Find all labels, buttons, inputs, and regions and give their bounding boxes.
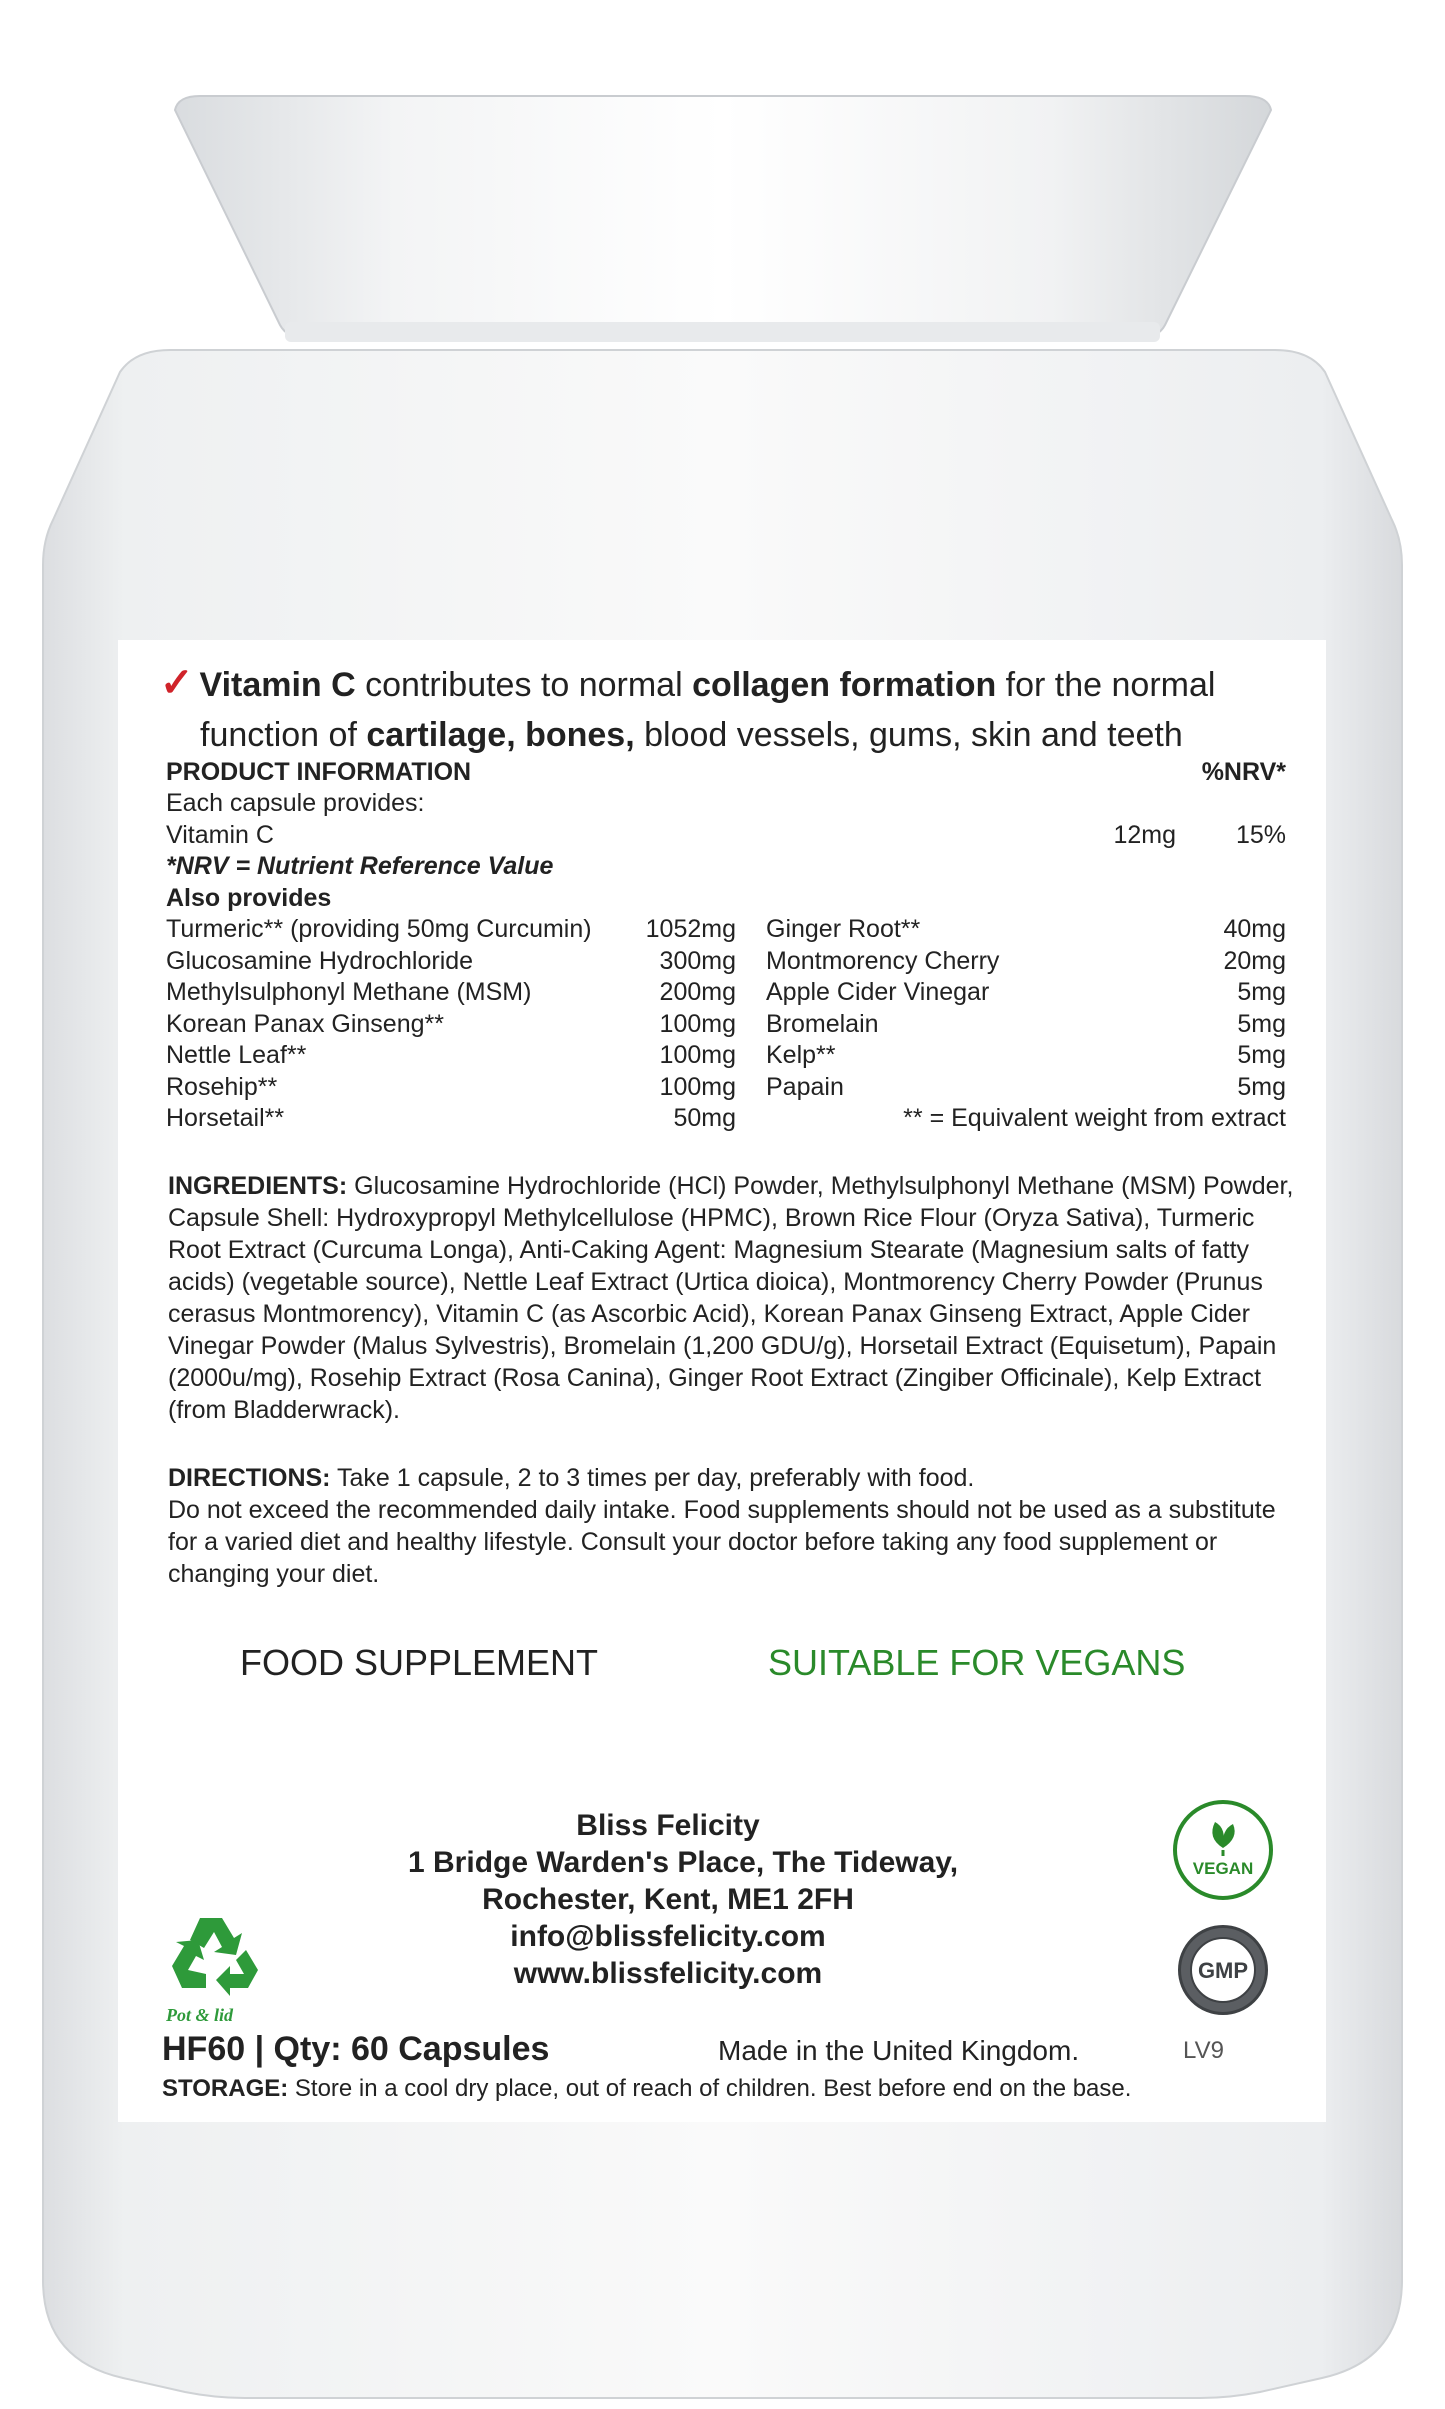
company-address [408,1807,959,1992]
health-claim: ✓ Vitamin C contributes to normal collagen formation for the normal function of cartilage, bones, blood vessels, gums, skin and teeth [160,661,1216,754]
nrv-note: *NRV = Nutrient Reference Value [166,852,554,880]
recycle-caption: Pot & lid [166,2005,233,2025]
directions-paragraph: DIRECTIONS: Take 1 capsule, 2 to 3 times per day, preferably with food. Do not exceed the recommended daily intake. Food supplements should not be used as a substitute for a varied diet and healthy lifestyle. Consult your doctor before taking any food supplement or changing your diet. [168,1462,1298,1590]
company-website: www.blissfelicity.com [513,1957,823,1990]
list-item: Montmorency Cherry 20mg [766,946,1286,975]
check-mark-icon: ✓ [160,661,194,705]
vegan-leaf-icon [1177,1804,1269,1896]
company-name: Bliss Felicity [576,1809,760,1842]
address-line-1: 1 Bridge Warden's Place, The Tideway, [408,1846,959,1879]
version-code: LV9 [1183,2037,1224,2064]
vegan-badge [1173,1800,1273,1900]
also-provides-right-list [766,914,1286,1135]
list-item: Ginger Root** 40mg [766,915,1286,943]
address-line-2: Rochester, Kent, ME1 2FH [482,1883,854,1916]
list-item: Horsetail** 50mg [166,1104,736,1132]
also-provides-left-list [166,914,736,1135]
vitamin-c-amount: 12mg [1113,821,1176,849]
product-label [118,640,1326,2122]
list-item: Turmeric** (providing 50mg Curcumin) 1052mg [166,915,736,943]
product-code: HF60 | Qty: 60 Capsules [162,2030,550,2068]
suitable-for-vegans-text: SUITABLE FOR VEGANS [768,1642,1186,1683]
list-item: Kelp** 5mg [766,1041,1286,1069]
list-item: Korean Panax Ginseng** 100mg [166,1009,736,1038]
food-supplement-text: FOOD SUPPLEMENT [240,1642,599,1683]
extract-note: ** = Equivalent weight from extract [903,1104,1286,1132]
vitamin-c-name: Vitamin C [166,821,274,849]
list-item: Nettle Leaf** 100mg [166,1041,736,1069]
company-email: info@blissfelicity.com [510,1920,826,1953]
product-info-heading: PRODUCT INFORMATION [166,758,472,786]
list-item: Glucosamine Hydrochloride 300mg [166,946,736,975]
list-item: Bromelain 5mg [766,1009,1286,1038]
storage-text: STORAGE: Store in a cool dry place, out of reach of children. Best before end on the base. [162,2075,1132,2102]
ingredients-paragraph: INGREDIENTS: Glucosamine Hydrochloride (HCl) Powder, Methylsulphonyl Methane (MSM) Powder, Capsule Shell: Hydroxypropyl Methylcellulose (HPMC), Brown Rice Flour (Oryza Sativa), Turmeric Root Extract (Curcuma Longa), Anti-Caking Agent: Magnesium Stearate (Magnesium salts of fatty acids) (vegetable source), Nettle Leaf Extract (Urtica dioica), Montmorency Cherry Powder (Prunus cerasus Montmorency), Vitamin C (as Ascorbic Acid), Korean Panax Ginseng Extract, Apple Cider Vinegar Powder (Malus Sylvestris), Bromelain (1,200 GDU/g), Horsetail Extract (Equisetum), Papain (2000u/mg), Rosehip Extract (Rosa Canina), Ginger Root Extract (Zingiber Officinale), Kelp Extract (from Bladderwrack). [168,1172,1294,1424]
nrv-heading: %NRV* [1201,758,1286,786]
list-item: Papain 5mg [766,1072,1286,1101]
each-capsule-text: Each capsule provides: [166,789,425,817]
list-item: Apple Cider Vinegar 5mg [766,978,1286,1006]
gmp-badge-text: GMP [1197,1958,1249,1983]
also-provides-heading: Also provides [166,884,332,912]
gmp-badge [1178,1925,1268,2015]
recycle-icon [160,1910,270,2000]
vegan-badge-text: VEGAN [1192,1859,1254,1878]
recycle-logo [160,1910,270,2025]
made-in-text: Made in the United Kingdom. [718,2035,1080,2066]
vitamin-c-nrv: 15% [1235,821,1286,849]
list-item: Methylsulphonyl Methane (MSM) 200mg [166,978,736,1006]
list-item: Rosehip** 100mg [166,1072,736,1101]
directions-warning: Do not exceed the recommended daily intake. Food supplements should not be used as a substitute for a varied diet and healthy lifestyle. Consult your doctor before taking any food supplement or changing your diet. [168,1496,1276,1588]
